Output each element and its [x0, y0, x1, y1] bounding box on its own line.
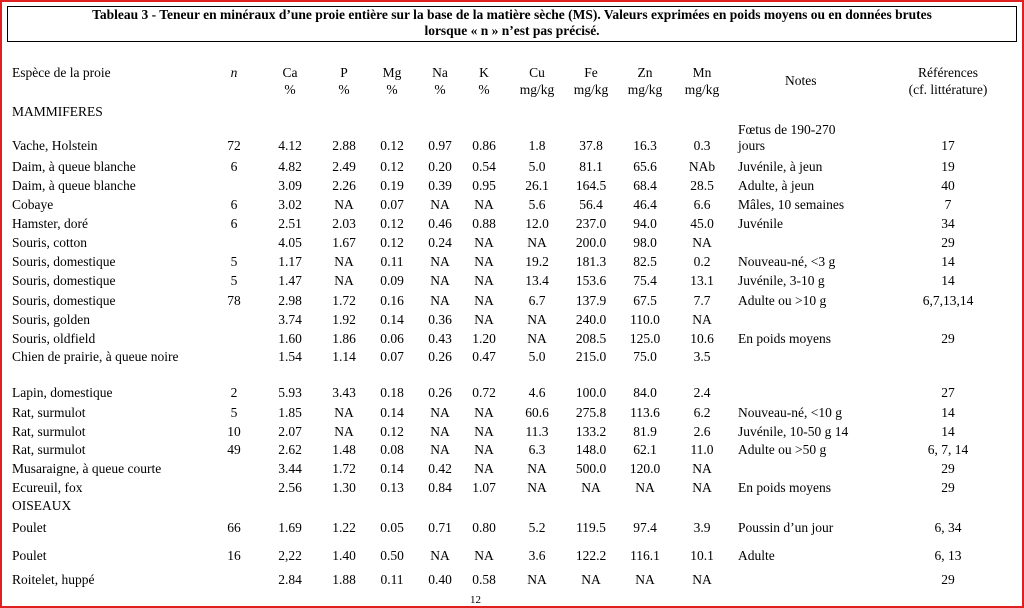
- mn-cell: 7.7: [693, 293, 711, 308]
- mg-cell: 0.07: [380, 197, 404, 212]
- mg-cell: 0.12: [380, 159, 404, 174]
- mn-cell: NA: [692, 461, 712, 476]
- na-cell: NA: [430, 424, 450, 439]
- fe-cell: 275.8: [575, 405, 607, 420]
- p-cell: 1.72: [332, 293, 356, 308]
- fe-cell: 137.9: [575, 293, 607, 308]
- notes-cell: Adulte: [738, 548, 775, 563]
- mn-cell: 10.6: [690, 331, 714, 346]
- fe-cell: 56.4: [579, 197, 603, 212]
- refs-cell: 29: [941, 480, 955, 495]
- refs-cell: 19: [941, 159, 955, 174]
- k-cell: NA: [474, 273, 494, 288]
- ca-cell: 1.69: [278, 520, 302, 535]
- na-cell: 0.42: [428, 461, 452, 476]
- refs-cell: 29: [941, 461, 955, 476]
- zn-cell: 67.5: [633, 293, 657, 308]
- fe-cell: 153.6: [575, 273, 607, 288]
- cu-cell: 13.4: [525, 273, 549, 288]
- cu-cell: 19.2: [525, 254, 549, 269]
- mn-cell: 45.0: [690, 216, 714, 231]
- ca-cell: 2,22: [278, 548, 302, 563]
- fe-cell: 215.0: [575, 349, 607, 364]
- header-n: n: [230, 65, 238, 80]
- k-cell: NA: [474, 442, 494, 457]
- ca-cell: 2.62: [278, 442, 302, 457]
- mn-cell: NA: [692, 572, 712, 587]
- fe-cell: 100.0: [575, 385, 607, 400]
- mn-cell: NAb: [688, 159, 716, 174]
- header-species: Espèce de la proie: [12, 65, 111, 80]
- p-cell: 2.03: [332, 216, 356, 231]
- species-cell: Poulet: [12, 520, 47, 535]
- mn-cell: NA: [692, 312, 712, 327]
- refs-cell: 29: [941, 572, 955, 587]
- species-cell: Souris, domestique: [12, 293, 116, 308]
- fe-cell: 208.5: [575, 331, 607, 346]
- cu-cell: 26.1: [525, 178, 549, 193]
- fe-cell: 37.8: [579, 138, 603, 153]
- mg-cell: 0.13: [380, 480, 404, 495]
- n-cell: 5: [230, 254, 238, 269]
- ca-cell: 3.02: [278, 197, 302, 212]
- header-zn: Zn mg/kg: [627, 65, 663, 97]
- ca-cell: 2.51: [278, 216, 302, 231]
- p-cell: 3.43: [332, 385, 356, 400]
- cu-cell: NA: [527, 480, 547, 495]
- ca-cell: 1.85: [278, 405, 302, 420]
- species-cell: Rat, surmulot: [12, 424, 86, 439]
- header-k: K %: [478, 65, 490, 97]
- mg-cell: 0.11: [380, 254, 404, 269]
- species-cell: Poulet: [12, 548, 47, 563]
- p-cell: 1.22: [332, 520, 356, 535]
- species-cell: Souris, cotton: [12, 235, 88, 250]
- na-cell: NA: [430, 548, 450, 563]
- species-cell: Ecureuil, fox: [12, 480, 83, 495]
- zn-cell: NA: [635, 572, 655, 587]
- species-cell: Souris, domestique: [12, 254, 116, 269]
- refs-cell: 14: [941, 254, 955, 269]
- ca-cell: 2.98: [278, 293, 302, 308]
- refs-cell: 27: [941, 385, 955, 400]
- p-cell: 1.86: [332, 331, 356, 346]
- na-cell: NA: [430, 293, 450, 308]
- refs-cell: 6, 13: [934, 548, 962, 563]
- table-title: [7, 6, 1017, 42]
- cu-cell: NA: [527, 572, 547, 587]
- cu-cell: 5.6: [528, 197, 546, 212]
- n-cell: 5: [230, 273, 238, 288]
- p-cell: 1.92: [332, 312, 356, 327]
- k-cell: 0.47: [472, 349, 496, 364]
- k-cell: NA: [474, 548, 494, 563]
- p-cell: 1.14: [332, 349, 356, 364]
- zn-cell: 125.0: [629, 331, 661, 346]
- mg-cell: 0.18: [380, 385, 404, 400]
- species-cell: Souris, domestique: [12, 273, 116, 288]
- mg-cell: 0.05: [380, 520, 404, 535]
- mg-cell: 0.11: [380, 572, 404, 587]
- refs-cell: 7: [944, 197, 952, 212]
- mg-cell: 0.09: [380, 273, 404, 288]
- p-cell: 1.40: [332, 548, 356, 563]
- notes-cell: En poids moyens: [738, 480, 831, 495]
- ca-cell: 1.54: [278, 349, 302, 364]
- p-cell: NA: [334, 424, 354, 439]
- cu-cell: 5.0: [528, 349, 546, 364]
- refs-cell: 34: [941, 216, 955, 231]
- cu-cell: 11.3: [525, 424, 549, 439]
- na-cell: 0.71: [428, 520, 452, 535]
- mn-cell: 11.0: [690, 442, 714, 457]
- fe-cell: 181.3: [575, 254, 607, 269]
- species-cell: Souris, oldfield: [12, 331, 96, 346]
- n-cell: 16: [227, 548, 241, 563]
- p-cell: NA: [334, 273, 354, 288]
- species-cell: Cobaye: [12, 197, 54, 212]
- zn-cell: 82.5: [633, 254, 657, 269]
- fe-cell: NA: [581, 480, 601, 495]
- header-cu: Cu mg/kg: [519, 65, 555, 97]
- na-cell: NA: [430, 442, 450, 457]
- mg-cell: 0.12: [380, 424, 404, 439]
- mn-cell: 28.5: [690, 178, 714, 193]
- n-cell: 49: [227, 442, 241, 457]
- k-cell: NA: [474, 254, 494, 269]
- cu-cell: 6.3: [528, 442, 546, 457]
- table-title-line-1: Tableau 3 - Teneur en minéraux d’une proie entière sur la base de la matière sèche (MS). Valeurs exprimées en poids moyens ou en données brutes: [92, 7, 932, 22]
- p-cell: 2.26: [332, 178, 356, 193]
- ca-cell: 3.44: [278, 461, 302, 476]
- refs-cell: 6, 34: [934, 520, 962, 535]
- notes-cell: Fœtus de 190-270 jours: [738, 122, 836, 153]
- na-cell: 0.39: [428, 178, 452, 193]
- mn-cell: 6.2: [693, 405, 711, 420]
- k-cell: 1.07: [472, 480, 496, 495]
- zn-cell: 113.6: [630, 405, 660, 420]
- mn-cell: 2.6: [693, 424, 711, 439]
- mg-cell: 0.19: [380, 178, 404, 193]
- page-number: 12: [470, 594, 481, 606]
- cu-cell: 6.7: [528, 293, 546, 308]
- mg-cell: 0.08: [380, 442, 404, 457]
- ca-cell: 2.84: [278, 572, 302, 587]
- fe-cell: 81.1: [579, 159, 603, 174]
- mg-cell: 0.16: [380, 293, 404, 308]
- species-cell: Rat, surmulot: [12, 442, 86, 457]
- na-cell: 0.84: [428, 480, 452, 495]
- notes-cell: Mâles, 10 semaines: [738, 197, 845, 212]
- zn-cell: NA: [635, 480, 655, 495]
- species-cell: Vache, Holstein: [12, 138, 98, 153]
- refs-cell: 29: [941, 235, 955, 250]
- zn-cell: 81.9: [633, 424, 657, 439]
- na-cell: NA: [430, 254, 450, 269]
- fe-cell: 164.5: [575, 178, 607, 193]
- p-cell: 1.48: [332, 442, 356, 457]
- cu-cell: NA: [527, 331, 547, 346]
- ca-cell: 4.12: [278, 138, 302, 153]
- n-cell: 72: [227, 138, 241, 153]
- mg-cell: 0.14: [380, 405, 404, 420]
- zn-cell: 16.3: [633, 138, 657, 153]
- k-cell: NA: [474, 424, 494, 439]
- zn-cell: 65.6: [633, 159, 657, 174]
- n-cell: 2: [230, 385, 238, 400]
- k-cell: NA: [474, 235, 494, 250]
- k-cell: NA: [474, 312, 494, 327]
- mg-cell: 0.12: [380, 235, 404, 250]
- k-cell: 0.95: [472, 178, 496, 193]
- p-cell: NA: [334, 405, 354, 420]
- ca-cell: 4.82: [278, 159, 302, 174]
- n-cell: 6: [230, 197, 238, 212]
- zn-cell: 68.4: [633, 178, 657, 193]
- zn-cell: 120.0: [629, 461, 661, 476]
- zn-cell: 62.1: [633, 442, 657, 457]
- mg-cell: 0.06: [380, 331, 404, 346]
- refs-cell: 14: [941, 273, 955, 288]
- species-cell: Roitelet, huppé: [12, 572, 95, 587]
- notes-cell: Juvénile, 3-10 g: [738, 273, 825, 288]
- k-cell: NA: [474, 461, 494, 476]
- header-ca: Ca %: [282, 65, 298, 97]
- header-p: P %: [338, 65, 350, 97]
- na-cell: 0.97: [428, 138, 452, 153]
- fe-cell: NA: [581, 572, 601, 587]
- refs-cell: 40: [941, 178, 955, 193]
- na-cell: 0.20: [428, 159, 452, 174]
- na-cell: 0.40: [428, 572, 452, 587]
- cu-cell: 5.0: [528, 159, 546, 174]
- cu-cell: NA: [527, 235, 547, 250]
- notes-cell: Adulte ou >50 g: [738, 442, 827, 457]
- p-cell: 2.49: [332, 159, 356, 174]
- zn-cell: 75.0: [633, 349, 657, 364]
- notes-cell: Juvénile, 10-50 g 14: [738, 424, 849, 439]
- cu-cell: 4.6: [528, 385, 546, 400]
- notes-cell: En poids moyens: [738, 331, 831, 346]
- ca-cell: 2.56: [278, 480, 302, 495]
- section-label: MAMMIFERES: [12, 104, 103, 119]
- cu-cell: 12.0: [525, 216, 549, 231]
- k-cell: NA: [474, 197, 494, 212]
- ca-cell: 1.47: [278, 273, 302, 288]
- notes-cell: Adulte, à jeun: [738, 178, 815, 193]
- p-cell: 1.67: [332, 235, 356, 250]
- k-cell: 0.86: [472, 138, 496, 153]
- fe-cell: 500.0: [575, 461, 607, 476]
- header-mg: Mg %: [382, 65, 402, 97]
- zn-cell: 84.0: [633, 385, 657, 400]
- notes-cell: Juvénile: [738, 216, 783, 231]
- species-cell: Musaraigne, à queue courte: [12, 461, 162, 476]
- refs-cell: 6,7,13,14: [922, 293, 974, 308]
- k-cell: 1.20: [472, 331, 496, 346]
- na-cell: 0.46: [428, 216, 452, 231]
- k-cell: NA: [474, 405, 494, 420]
- zn-cell: 94.0: [633, 216, 657, 231]
- fe-cell: 240.0: [575, 312, 607, 327]
- notes-cell: Nouveau-né, <10 g: [738, 405, 842, 420]
- refs-cell: 14: [941, 405, 955, 420]
- na-cell: 0.26: [428, 349, 452, 364]
- species-cell: Hamster, doré: [12, 216, 88, 231]
- refs-cell: 17: [941, 138, 955, 153]
- p-cell: NA: [334, 197, 354, 212]
- refs-cell: 14: [941, 424, 955, 439]
- mn-cell: NA: [692, 235, 712, 250]
- na-cell: NA: [430, 405, 450, 420]
- zn-cell: 75.4: [633, 273, 657, 288]
- k-cell: 0.80: [472, 520, 496, 535]
- cu-cell: NA: [527, 312, 547, 327]
- na-cell: 0.26: [428, 385, 452, 400]
- k-cell: 0.72: [472, 385, 496, 400]
- na-cell: NA: [430, 197, 450, 212]
- p-cell: 1.72: [332, 461, 356, 476]
- ca-cell: 1.17: [278, 254, 302, 269]
- p-cell: 1.30: [332, 480, 356, 495]
- mg-cell: 0.07: [380, 349, 404, 364]
- n-cell: 66: [227, 520, 241, 535]
- na-cell: 0.43: [428, 331, 452, 346]
- refs-cell: 29: [941, 331, 955, 346]
- fe-cell: 119.5: [576, 520, 606, 535]
- zn-cell: 116.1: [630, 548, 660, 563]
- mn-cell: 6.6: [693, 197, 711, 212]
- header-na: Na %: [432, 65, 448, 97]
- ca-cell: 2.07: [278, 424, 302, 439]
- fe-cell: 122.2: [575, 548, 607, 563]
- k-cell: 0.58: [472, 572, 496, 587]
- section-label: OISEAUX: [12, 498, 72, 513]
- cu-cell: 5.2: [528, 520, 546, 535]
- na-cell: NA: [430, 273, 450, 288]
- mn-cell: 0.3: [693, 138, 711, 153]
- species-cell: Souris, golden: [12, 312, 91, 327]
- zn-cell: 110.0: [630, 312, 660, 327]
- table-title-line-2: lorsque « n » n’est pas précisé.: [424, 23, 600, 38]
- zn-cell: 46.4: [633, 197, 657, 212]
- ca-cell: 4.05: [278, 235, 302, 250]
- zn-cell: 97.4: [633, 520, 657, 535]
- fe-cell: 200.0: [575, 235, 607, 250]
- species-cell: Chien de prairie, à queue noire: [12, 349, 179, 364]
- species-cell: Rat, surmulot: [12, 405, 86, 420]
- header-notes: Notes: [785, 73, 817, 88]
- ca-cell: 3.74: [278, 312, 302, 327]
- k-cell: 0.54: [472, 159, 496, 174]
- n-cell: 6: [230, 216, 238, 231]
- cu-cell: 3.6: [528, 548, 546, 563]
- cu-cell: 1.8: [528, 138, 546, 153]
- na-cell: 0.24: [428, 235, 452, 250]
- mg-cell: 0.12: [380, 138, 404, 153]
- n-cell: 78: [227, 293, 241, 308]
- p-cell: 1.88: [332, 572, 356, 587]
- mn-cell: 3.5: [693, 349, 711, 364]
- refs-cell: 6, 7, 14: [927, 442, 969, 457]
- mn-cell: 3.9: [693, 520, 711, 535]
- species-cell: Daim, à queue blanche: [12, 159, 136, 174]
- mg-cell: 0.14: [380, 312, 404, 327]
- cu-cell: NA: [527, 461, 547, 476]
- fe-cell: 148.0: [575, 442, 607, 457]
- species-cell: Lapin, domestique: [12, 385, 113, 400]
- k-cell: 0.88: [472, 216, 496, 231]
- mg-cell: 0.14: [380, 461, 404, 476]
- mg-cell: 0.12: [380, 216, 404, 231]
- p-cell: NA: [334, 254, 354, 269]
- mg-cell: 0.50: [380, 548, 404, 563]
- mn-cell: 13.1: [690, 273, 714, 288]
- ca-cell: 1.60: [278, 331, 302, 346]
- header-fe: Fe mg/kg: [573, 65, 609, 97]
- k-cell: NA: [474, 293, 494, 308]
- notes-cell: Adulte ou >10 g: [738, 293, 827, 308]
- ca-cell: 5.93: [278, 385, 302, 400]
- cu-cell: 60.6: [525, 405, 549, 420]
- ca-cell: 3.09: [278, 178, 302, 193]
- species-cell: Daim, à queue blanche: [12, 178, 136, 193]
- zn-cell: 98.0: [633, 235, 657, 250]
- mn-cell: 2.4: [693, 385, 711, 400]
- fe-cell: 237.0: [575, 216, 607, 231]
- header-mn: Mn mg/kg: [684, 65, 720, 97]
- mn-cell: 0.2: [693, 254, 711, 269]
- n-cell: 6: [230, 159, 238, 174]
- header-refs: Références (cf. littérature): [908, 65, 988, 97]
- na-cell: 0.36: [428, 312, 452, 327]
- fe-cell: 133.2: [575, 424, 607, 439]
- mn-cell: 10.1: [690, 548, 714, 563]
- notes-cell: Juvénile, à jeun: [738, 159, 823, 174]
- notes-cell: Nouveau-né, <3 g: [738, 254, 836, 269]
- notes-cell: Poussin d’un jour: [738, 520, 834, 535]
- mn-cell: NA: [692, 480, 712, 495]
- n-cell: 10: [227, 424, 241, 439]
- p-cell: 2.88: [332, 138, 356, 153]
- n-cell: 5: [230, 405, 238, 420]
